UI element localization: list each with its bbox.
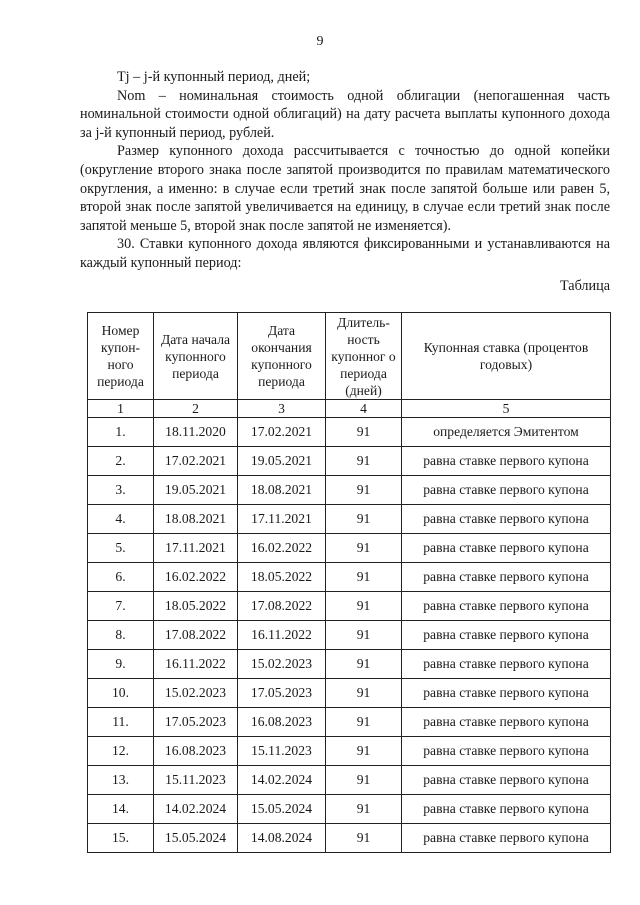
cell-start-date: 17.05.2023 bbox=[154, 708, 238, 737]
cell-duration: 91 bbox=[326, 592, 402, 621]
cell-period-number: 8. bbox=[88, 621, 154, 650]
page-number: 9 bbox=[316, 34, 324, 49]
header-period-number: Номер купон-ного периода bbox=[88, 313, 154, 400]
column-number: 3 bbox=[238, 400, 326, 418]
cell-duration: 91 bbox=[326, 563, 402, 592]
cell-start-date: 15.11.2023 bbox=[154, 766, 238, 795]
cell-end-date: 16.08.2023 bbox=[238, 708, 326, 737]
cell-duration: 91 bbox=[326, 679, 402, 708]
table-row bbox=[88, 476, 611, 505]
header-duration: Длитель-ность купонног о периода (дней) bbox=[326, 313, 402, 400]
cell-start-date: 19.05.2021 bbox=[154, 476, 238, 505]
header-end-date: Дата окончания купонного периода bbox=[238, 313, 326, 400]
cell-end-date: 17.05.2023 bbox=[238, 679, 326, 708]
cell-period-number: 6. bbox=[88, 563, 154, 592]
cell-start-date: 16.08.2023 bbox=[154, 737, 238, 766]
paragraph-tj-definition: Tj – j-й купонный период, дней; bbox=[117, 69, 311, 85]
paragraph-item-30: 30. Ставки купонного дохода являются фиксированными и устанавливаются на каждый купонный период: bbox=[80, 236, 610, 271]
cell-end-date: 17.02.2021 bbox=[238, 418, 326, 447]
table-row bbox=[88, 650, 611, 679]
cell-coupon-rate: равна ставке первого купона bbox=[402, 563, 611, 592]
cell-start-date: 18.11.2020 bbox=[154, 418, 238, 447]
cell-coupon-rate: определяется Эмитентом bbox=[402, 418, 611, 447]
cell-coupon-rate: равна ставке первого купона bbox=[402, 505, 611, 534]
cell-end-date: 15.11.2023 bbox=[238, 737, 326, 766]
cell-coupon-rate: равна ставке первого купона bbox=[402, 679, 611, 708]
cell-period-number: 3. bbox=[88, 476, 154, 505]
cell-coupon-rate: равна ставке первого купона bbox=[402, 795, 611, 824]
cell-period-number: 11. bbox=[88, 708, 154, 737]
table-row bbox=[88, 621, 611, 650]
cell-start-date: 15.05.2024 bbox=[154, 824, 238, 853]
table-column-numbers-row bbox=[88, 400, 611, 418]
cell-coupon-rate: равна ставке первого купона bbox=[402, 824, 611, 853]
cell-duration: 91 bbox=[326, 418, 402, 447]
cell-coupon-rate: равна ставке первого купона bbox=[402, 708, 611, 737]
cell-period-number: 13. bbox=[88, 766, 154, 795]
cell-period-number: 4. bbox=[88, 505, 154, 534]
cell-duration: 91 bbox=[326, 621, 402, 650]
column-number: 5 bbox=[402, 400, 611, 418]
table-row bbox=[88, 592, 611, 621]
table-row bbox=[88, 679, 611, 708]
cell-end-date: 16.02.2022 bbox=[238, 534, 326, 563]
table-row bbox=[88, 563, 611, 592]
cell-end-date: 17.08.2022 bbox=[238, 592, 326, 621]
table-row bbox=[88, 795, 611, 824]
cell-start-date: 16.11.2022 bbox=[154, 650, 238, 679]
cell-end-date: 14.02.2024 bbox=[238, 766, 326, 795]
cell-start-date: 17.02.2021 bbox=[154, 447, 238, 476]
cell-end-date: 17.11.2021 bbox=[238, 505, 326, 534]
cell-end-date: 19.05.2021 bbox=[238, 447, 326, 476]
cell-start-date: 18.08.2021 bbox=[154, 505, 238, 534]
cell-coupon-rate: равна ставке первого купона bbox=[402, 447, 611, 476]
table-header-row bbox=[88, 313, 611, 400]
paragraph-nom-definition: Nom – номинальная стоимость одной облигации (непогашенная часть номинальной стоимости одной облигаций) на дату расчета выплаты купонного дохода за j-й купонный период, рублей. bbox=[80, 87, 610, 141]
cell-start-date: 16.02.2022 bbox=[154, 563, 238, 592]
cell-start-date: 18.05.2022 bbox=[154, 592, 238, 621]
cell-duration: 91 bbox=[326, 505, 402, 534]
coupon-rate-table bbox=[87, 312, 611, 853]
cell-period-number: 9. bbox=[88, 650, 154, 679]
cell-coupon-rate: равна ставке первого купона bbox=[402, 534, 611, 563]
table-row bbox=[88, 737, 611, 766]
cell-start-date: 14.02.2024 bbox=[154, 795, 238, 824]
table-row bbox=[88, 766, 611, 795]
cell-end-date: 16.11.2022 bbox=[238, 621, 326, 650]
cell-end-date: 18.05.2022 bbox=[238, 563, 326, 592]
cell-coupon-rate: равна ставке первого купона bbox=[402, 621, 611, 650]
header-coupon-rate: Купонная ставка (процентов годовых) bbox=[402, 313, 611, 400]
cell-duration: 91 bbox=[326, 476, 402, 505]
table-row bbox=[88, 708, 611, 737]
body-text bbox=[80, 68, 610, 273]
cell-coupon-rate: равна ставке первого купона bbox=[402, 592, 611, 621]
cell-coupon-rate: равна ставке первого купона bbox=[402, 737, 611, 766]
cell-period-number: 14. bbox=[88, 795, 154, 824]
table-label: Таблица bbox=[559, 278, 610, 294]
cell-start-date: 17.08.2022 bbox=[154, 621, 238, 650]
table-row bbox=[88, 418, 611, 447]
table-row bbox=[88, 447, 611, 476]
table-row bbox=[88, 534, 611, 563]
cell-end-date: 14.08.2024 bbox=[238, 824, 326, 853]
cell-period-number: 5. bbox=[88, 534, 154, 563]
cell-duration: 91 bbox=[326, 824, 402, 853]
cell-end-date: 18.08.2021 bbox=[238, 476, 326, 505]
cell-end-date: 15.02.2023 bbox=[238, 650, 326, 679]
cell-period-number: 2. bbox=[88, 447, 154, 476]
cell-coupon-rate: равна ставке первого купона bbox=[402, 650, 611, 679]
cell-period-number: 15. bbox=[88, 824, 154, 853]
cell-duration: 91 bbox=[326, 795, 402, 824]
cell-duration: 91 bbox=[326, 534, 402, 563]
cell-duration: 91 bbox=[326, 650, 402, 679]
column-number: 4 bbox=[326, 400, 402, 418]
table-row bbox=[88, 505, 611, 534]
cell-period-number: 7. bbox=[88, 592, 154, 621]
cell-period-number: 12. bbox=[88, 737, 154, 766]
cell-duration: 91 bbox=[326, 447, 402, 476]
cell-duration: 91 bbox=[326, 737, 402, 766]
table-body bbox=[88, 418, 611, 853]
cell-coupon-rate: равна ставке первого купона bbox=[402, 476, 611, 505]
table-row bbox=[88, 824, 611, 853]
column-number: 2 bbox=[154, 400, 238, 418]
header-start-date: Дата начала купонного периода bbox=[154, 313, 238, 400]
cell-start-date: 15.02.2023 bbox=[154, 679, 238, 708]
cell-end-date: 15.05.2024 bbox=[238, 795, 326, 824]
column-number: 1 bbox=[88, 400, 154, 418]
cell-period-number: 10. bbox=[88, 679, 154, 708]
cell-duration: 91 bbox=[326, 766, 402, 795]
cell-coupon-rate: равна ставке первого купона bbox=[402, 766, 611, 795]
cell-start-date: 17.11.2021 bbox=[154, 534, 238, 563]
cell-duration: 91 bbox=[326, 708, 402, 737]
cell-period-number: 1. bbox=[88, 418, 154, 447]
paragraph-rounding-rule: Размер купонного дохода рассчитывается с точностью до одной копейки (округление второго знака после запятой производится по правилам математического округления, а именно: в случае если третий знак после запятой больше или равен 5, второй знак после запятой увеличивается на единицу, в случае если третий знак после запятой меньше 5, второй знак после запятой не изменяется). bbox=[80, 143, 610, 234]
